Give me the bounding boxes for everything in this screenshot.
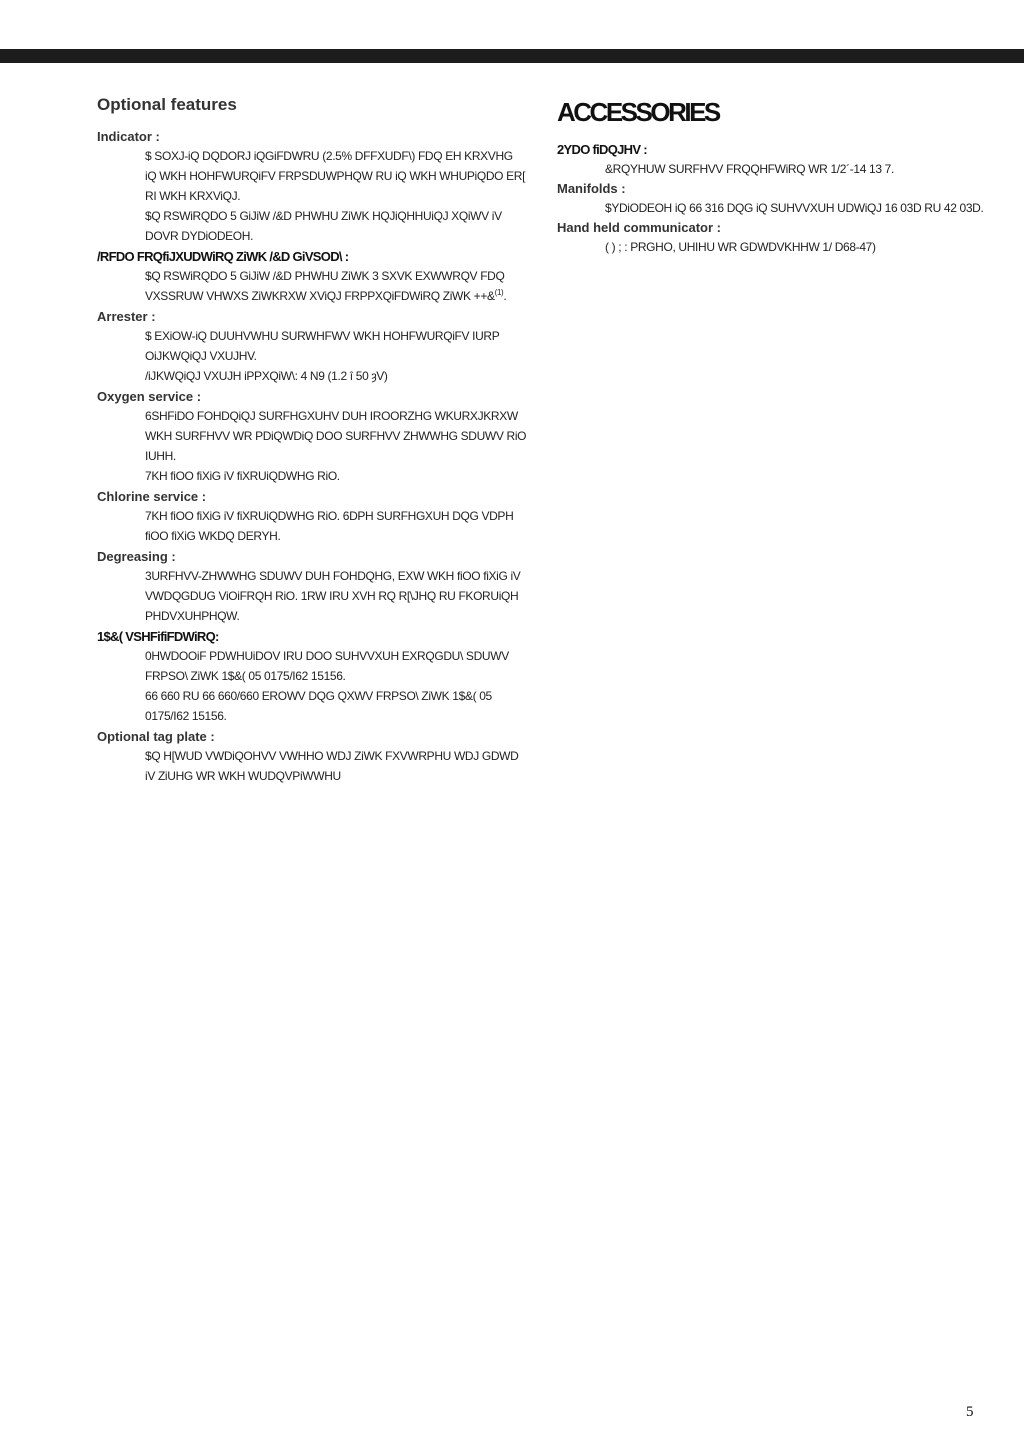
feature-oxygen-service (97, 387, 527, 486)
feature-text-content: $Q RSWiRQDO 5 GiJiW /&D PHWHU ZiWK 3 SXVK EXWWRQV FDQ VXSSRUW VHWXS ZiWKRXW XViQJ FRPPXQiFDWiRQ ZiWK ++& (145, 269, 505, 303)
optional-features-section (97, 95, 527, 787)
accessory-text: ( ) ; : PRGHO, UHIHU WR GDWDVKHHW 1/ D68-47) (605, 240, 876, 254)
accessory-hand-held-communicator (557, 218, 997, 257)
feature-label: Degreasing : (97, 549, 176, 564)
header-bar (0, 49, 1024, 63)
feature-optional-tag-plate (97, 727, 527, 786)
feature-text: 6SHFiDO FOHDQiQJ SURFHGXUHV DUH IROORZHG WKURXJKRXW WKH SURFHVV WR PDiQWDiQ DOO SURFHVV ZHWWHG SDUWV RiO IUHH. (145, 409, 527, 463)
feature-text: 0HWDOOiF PDWHUiDOV IRU DOO SUHVVXUH EXRQGDU\ SDUWV FRPSO\ ZiWK 1$&( 05 0175/I62 15156. (145, 649, 509, 683)
feature-label: /RFDO FRQfiJXUDWiRQ ZiWK /&D GiVSOD\ : (97, 249, 349, 264)
feature-label: Arrester : (97, 309, 156, 324)
accessory-label: Hand held communicator : (557, 220, 721, 235)
accessory-oval-flanges (557, 140, 997, 179)
feature-text: $Q RSWiRQDO 5 GiJiW /&D PHWHU ZiWK HQJiQHHUiQJ XQiWV iV DOVR DYDiODEOH. (145, 209, 502, 243)
accessories-heading: ACCESSORIES (557, 97, 719, 127)
feature-local-configuration (97, 247, 527, 306)
feature-arrester (97, 307, 527, 386)
feature-label: Indicator : (97, 129, 160, 144)
accessory-manifolds (557, 179, 997, 218)
accessory-text: &RQYHUW SURFHVV FRQQHFWiRQ WR 1/2´-14 13 7. (605, 162, 894, 176)
optional-features-heading: Optional features (97, 95, 237, 114)
feature-text: $Q H[WUD VWDiQOHVV VWHHO WDJ ZiWK FXVWRPHU WDJ GDWD iV ZiUHG WR WKH WUDQVPiWWHU (145, 749, 519, 783)
feature-indicator (97, 127, 527, 246)
feature-text: 7KH fiOO fiXiG iV fiXRUiQDWHG RiO. 6DPH SURFHGXUH DQG VDPH fiOO fiXiG WKDQ DERYH. (145, 509, 514, 543)
footnote-marker: (1) (494, 288, 504, 297)
feature-text: 3URFHVV-ZHWWHG SDUWV DUH FOHDQHG, EXW WKH fiOO fiXiG iV VWDQGDUG ViOiFRQH RiO. 1RW IRU XVH RQ R[\JHQ RU FKORUiQH PHDVXUHPHQW. (145, 569, 521, 623)
feature-label: Chlorine service : (97, 489, 207, 504)
feature-text: $ SOXJ-iQ DQDORJ iQGiFDWRU (2.5% DFFXUDF\) FDQ EH KRXVHG iQ WKH HOHFWURQiFV FRPSDUWPHQW RU iQ WKH WHUPiQDO ER[ RI WKH KRXViQJ. (145, 149, 526, 203)
feature-label: Optional tag plate : (97, 729, 215, 744)
feature-label: 1$&( VSHFifiFDWiRQ: (97, 629, 219, 644)
feature-label: Oxygen service : (97, 389, 202, 404)
accessory-text: $YDiODEOH iQ 66 316 DQG iQ SUHVVXUH UDWiQJ 16 03D RU 42 03D. (605, 201, 984, 215)
feature-nace-specification (97, 627, 527, 726)
feature-chlorine-service (97, 487, 527, 546)
feature-text: 66 660 RU 66 660/660 EROWV DQG QXWV FRPSO\ ZiWK 1$&( 05 0175/I62 15156. (145, 689, 492, 723)
page-number: 5 (966, 1404, 974, 1420)
feature-text: 7KH fiOO fiXiG iV fiXRUiQDWHG RiO. (145, 469, 340, 483)
accessory-label: Manifolds : (557, 181, 626, 196)
accessories-section (557, 95, 997, 257)
accessory-label: 2YDO fiDQJHV : (557, 142, 647, 157)
feature-text: /iJKWQiQJ VXUJH iPPXQiW\: 4 N9 (1.2 î 50 ȝV) (145, 369, 388, 383)
feature-degreasing (97, 547, 527, 626)
feature-text: $Q RSWiRQDO 5 GiJiW /&D PHWHU ZiWK 3 SXVK EXWWRQV FDQ VXSSRUW VHWXS ZiWKRXW XViQJ FRPPXQiFDWiRQ ZiWK ++&$^{(1)}$. (145, 269, 507, 303)
feature-text: $ EXiOW-iQ DUUHVWHU SURWHFWV WKH HOHFWURQiFV IURP OiJKWQiQJ VXUJHV. (145, 329, 500, 363)
